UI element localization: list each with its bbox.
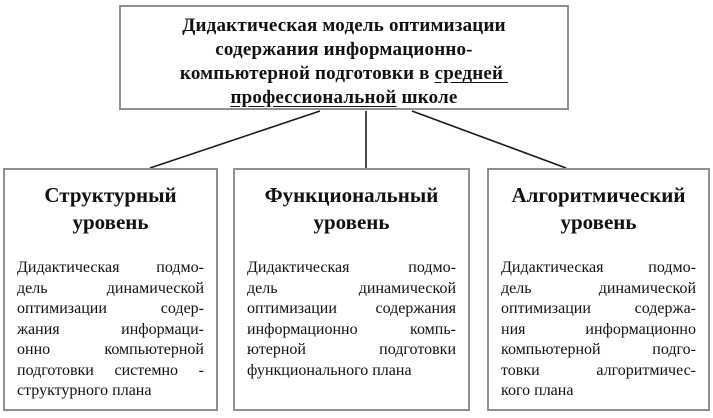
body-line: структурного плана <box>17 382 152 399</box>
root-title-line-3-plain: компьютерной подготовки в <box>179 63 435 84</box>
body-line: подготовки системно - <box>17 361 204 379</box>
body-line: Дидактическая подмо- <box>247 259 456 276</box>
body-line: функционального плана <box>247 361 412 379</box>
branch-title-line-1: Алгоритмический <box>511 183 686 207</box>
body-line: оптимизации содержания <box>247 300 456 317</box>
root-title-line-4-underlined: профессиональной <box>230 87 397 108</box>
branch-title-line-1: Функциональный <box>264 183 439 207</box>
root-box-title <box>121 14 567 110</box>
connector-line-left <box>150 111 320 168</box>
branch-title <box>501 182 696 236</box>
body-line: оптимизации содержа- <box>501 300 696 317</box>
branch-title-line-1: Структурный <box>44 183 177 207</box>
body-line: дель динамической <box>247 279 456 297</box>
body-line: оптимизации содер- <box>17 300 204 317</box>
body-line: Дидактическая подмо- <box>17 259 204 276</box>
body-line: Дидактическая подмо- <box>501 259 696 276</box>
branch-body <box>501 258 696 402</box>
body-line: дель динамической <box>501 279 696 297</box>
branch-title <box>17 182 204 236</box>
branch-body <box>247 258 456 381</box>
root-title-line-4-plain: школе <box>396 87 458 108</box>
branch-title-line-2: уровень <box>72 210 149 234</box>
branch-box-structural-level <box>3 168 218 411</box>
branch-title <box>247 182 456 236</box>
root-title-line-2: содержания информационно- <box>215 39 473 60</box>
branch-box-functional-level <box>233 168 470 411</box>
root-title-line-4 <box>121 86 567 110</box>
body-line: компьютерной подго- <box>501 341 696 358</box>
root-title-line-1: Дидактическая модель оптимизации <box>182 15 506 36</box>
body-line: кого плана <box>501 382 574 399</box>
body-line: жания информаци- <box>17 320 204 338</box>
branch-box-algorithmic-level <box>487 168 710 411</box>
branch-body <box>17 258 204 402</box>
connector-line-right <box>412 111 566 168</box>
body-line: ния информационно <box>501 320 696 338</box>
branch-title-line-2: уровень <box>560 210 637 234</box>
body-line: дель динамической <box>17 279 204 297</box>
body-line: ютерной подготовки <box>247 341 456 358</box>
root-box <box>119 5 569 110</box>
root-title-line-3-underlined: средней <box>434 63 509 84</box>
body-line: информационно компь- <box>247 320 456 338</box>
root-title-line-3 <box>121 62 567 86</box>
body-line: товки алгоритмичес- <box>501 361 696 379</box>
body-line: онно компьютерной <box>17 341 204 358</box>
branch-title-line-2: уровень <box>313 210 390 234</box>
